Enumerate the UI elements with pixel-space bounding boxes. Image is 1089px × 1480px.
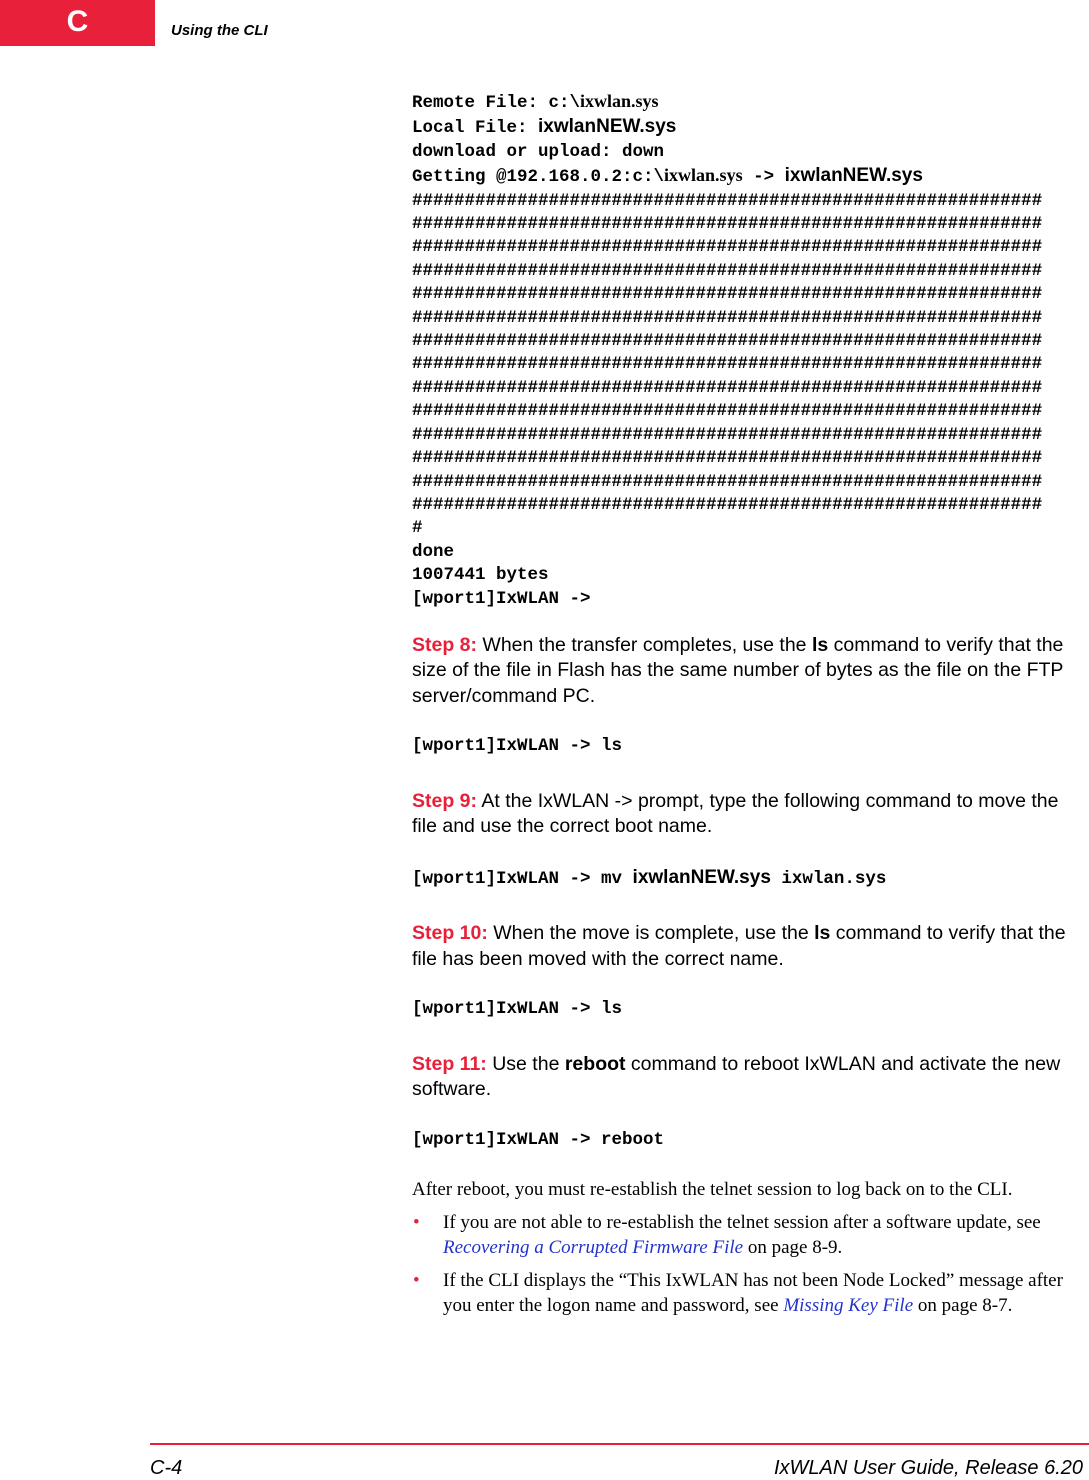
footer-divider — [150, 1443, 1089, 1445]
note-list — [412, 1211, 1082, 1318]
step-9: Step 9: At the IxWLAN -> prompt, type the following command to move the file and use the correct boot name. — [412, 789, 1059, 838]
progress-hash-line: ############################################################ — [412, 354, 1043, 375]
bullet-icon: • — [413, 1212, 420, 1234]
code-ls-1: [wport1]IxWLAN -> ls — [412, 736, 623, 757]
step-11: Step 11: Use the reboot command to reboot IxWLAN and activate the new software. — [412, 1052, 1061, 1101]
chapter-tab: C — [0, 0, 155, 46]
after-reboot-paragraph: After reboot, you must re-establish the telnet session to log back on to the CLI. — [412, 1179, 1013, 1201]
local-file-label: Local File: — [412, 118, 539, 139]
link-recovering-corrupted-firmware[interactable]: Recovering a Corrupted Firmware File — [443, 1236, 744, 1258]
transfer-mode-line: download or upload: down — [412, 141, 665, 162]
remote-file-name: ixwlan.sys — [580, 91, 659, 111]
progress-hash-line: ############################################################ — [412, 190, 1043, 211]
progress-hash-line: ############################################################ — [412, 214, 1043, 235]
document-title: IxWLAN User Guide, Release 6.20 — [773, 1457, 1083, 1479]
step-label: Step 11: — [412, 1052, 487, 1075]
getting-destination: ixwlanNEW.sys — [784, 165, 923, 187]
page-content — [412, 90, 1082, 1318]
step-10: Step 10: When the move is complete, use the ls command to verify that the file has been moved with the correct name. — [412, 922, 1066, 970]
code-reboot: [wport1]IxWLAN -> reboot — [412, 1129, 665, 1150]
bullet-icon: • — [413, 1270, 420, 1292]
page-number: C-4 — [150, 1457, 183, 1479]
transfer-log — [412, 90, 1082, 611]
local-file-name: ixwlanNEW.sys — [538, 116, 677, 138]
getting-source: ixwlan.sys — [664, 165, 743, 186]
progress-hash-line: ############################################################ — [412, 424, 1043, 445]
step-label: Step 10: — [412, 922, 488, 945]
link-missing-key-file[interactable]: Missing Key File — [783, 1294, 914, 1316]
progress-hash-line: ############################################################ — [412, 237, 1043, 258]
step-8: Step 8: When the transfer completes, use the ls command to verify that the size of the file in Flash has the same number of bytes as the file on the FTP server/command PC. — [412, 633, 1064, 707]
progress-hash-line: ############################################################ — [412, 260, 1043, 281]
progress-hash-line: ############################################################ — [412, 331, 1043, 352]
progress-hash-line: ############################################################ — [412, 494, 1043, 515]
command-name: ls — [814, 922, 831, 945]
code-ls-2: [wport1]IxWLAN -> ls — [412, 999, 623, 1020]
getting-prefix: Getting @192.168.0.2:c:\ — [412, 167, 665, 188]
progress-hash-line: ############################################################ — [412, 284, 1043, 305]
progress-hash-line: ############################################################ — [412, 377, 1043, 398]
progress-hash-line: ############################################################ — [412, 448, 1043, 469]
cli-prompt: [wport1]IxWLAN -> — [412, 588, 591, 609]
transfer-bytes: 1007441 bytes — [412, 565, 549, 586]
step-label: Step 8: — [412, 633, 478, 656]
code-mv: [wport1]IxWLAN -> mv ixwlanNEW.sys ixwlan.sys — [412, 866, 887, 889]
progress-hash-line: # — [412, 518, 423, 539]
command-name: reboot — [564, 1052, 626, 1075]
list-item: • If you are not able to re-establish the telnet session after a software update, see Recovering a Corrupted Firmware File on page 8-9. — [413, 1212, 1041, 1258]
progress-hash-line: ############################################################ — [412, 307, 1043, 328]
running-header: Using the CLI — [171, 22, 268, 39]
list-item: • If the CLI displays the “This IxWLAN has not been Node Locked” message after you enter the logon name and password, see Missing Key File on page 8-7. — [413, 1270, 1063, 1316]
command-name: ls — [811, 633, 829, 656]
step-label: Step 9: — [412, 789, 478, 812]
remote-file-label: Remote File: c:\ — [412, 93, 581, 113]
progress-hash-line: ############################################################ — [412, 471, 1043, 492]
progress-hash-line: ############################################################ — [412, 401, 1043, 422]
getting-arrow: -> — [742, 167, 785, 188]
transfer-done: done — [412, 541, 455, 562]
